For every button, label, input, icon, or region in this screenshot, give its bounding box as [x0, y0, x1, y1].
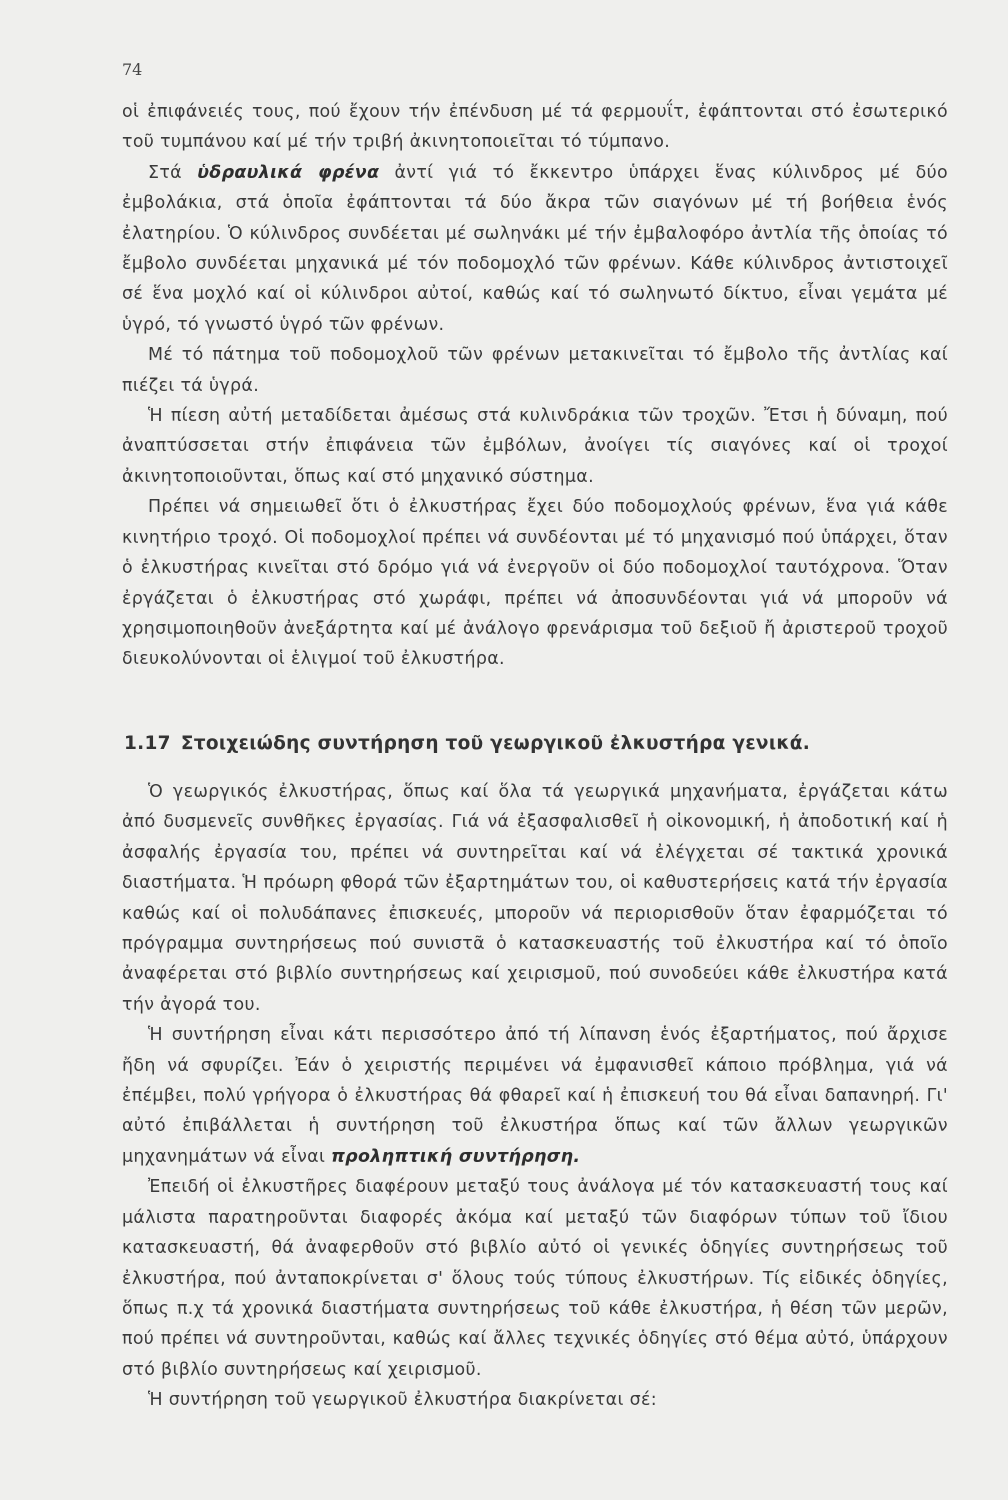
paragraph: Ἡ πίεση αὐτή μεταδίδεται ἀμέσως στά κυλινδράκια τῶν τροχῶν. Ἔτσι ἡ δύναμη, πού ἀναπτύσσεται στήν ἐπιφάνεια τῶν ἐμβόλων, ἀνοίγει τίς σιαγόνες καί οἱ τροχοί ἀκινητοποιοῦνται, ὅπως καί στό μηχανικό σύστημα. — [122, 406, 948, 487]
maintenance-text-block — [122, 777, 948, 1416]
section-heading — [124, 733, 944, 754]
paragraph: οἱ ἐπιφάνειές τους, πού ἔχουν τήν ἐπένδυση μέ τά φερμουΐτ, ἐφάπτονται στό ἐσωτερικό τοῦ τυμπάνου καί μέ τήν τριβή ἀκινητοποιεῖται τό τύμπανο. — [122, 102, 948, 153]
section-number: 1.17 — [124, 733, 171, 754]
text-run: ἀντί γιά τό ἔκκεντρο ὑπάρχει ἕνας κύλινδρος μέ δύο ἐμβολάκια, στά ὁποῖα ἐφάπτονται τά δύο ἄκρα τῶν σιαγόνων μέ τή βοήθεια ἑνός ἐλατηρίου. Ὁ κύλινδρος συνδέεται μέ σωληνάκι μέ τήν ἐμβαλοφόρο ἀντλία τῆς ὁποίας τό ἔμβολο συνδέεται μηχανικά μέ τόν ποδομοχλό τῶν φρένων. Κάθε κύλινδρος ἀντιστοιχεῖ σέ ἕνα μοχλό καί οἱ κύλινδροι αὐτοί, καθώς καί τό σωληνωτό δίκτυο, εἶναι γεμάτα μέ ὑγρό, τό γνωστό ὑγρό τῶν φρένων. — [122, 162, 948, 335]
section-title: Στοιχειώδης συντήρηση τοῦ γεωργικοῦ ἐλκυστήρα γενικά. — [180, 733, 811, 754]
text-run: Στά — [148, 162, 198, 183]
brakes-text-block — [122, 97, 948, 675]
paragraph-hydraulic-brakes — [122, 158, 948, 340]
paragraph: Μέ τό πάτημα τοῦ ποδομοχλοῦ τῶν φρένων μετακινεῖται τό ἔμβολο τῆς ἀντλίας καί πιέζει τά ὑγρά. — [122, 345, 948, 396]
paragraph: Ὁ γεωργικός ἐλκυστήρας, ὅπως καί ὅλα τά γεωργικά μηχανήματα, ἐργάζεται κάτω ἀπό δυσμενεῖς συνθῆκες ἐργασίας. Γιά νά ἐξασφαλισθεῖ ἡ οἰκονομική, ἡ ἀποδοτική καί ἡ ἀσφαλής ἐργασία του, πρέπει νά συντηρεῖται καί νά ἐλέγχεται σέ τακτικά χρονικά διαστήματα. Ἡ πρόωρη φθορά τῶν ἐξαρτημάτων του, οἱ καθυστερήσεις κατά τήν ἐργασία καθώς καί οἱ πολυδάπανες ἐπισκευές, μποροῦν νά περιορισθοῦν ὅταν ἐφαρμόζεται τό πρόγραμμα συντηρήσεως πού συνιστᾶ ὁ κατασκευαστής τοῦ ἐλκυστήρα καί τό ὁποῖο ἀναφέρεται στό βιβλίο συντηρήσεως καί χειρισμοῦ, πού συνοδεύει κάθε ἐλκυστήρα κατά τήν ἀγορά του. — [122, 782, 948, 1015]
emphasis-term: προληπτική συντήρηση. — [331, 1146, 581, 1167]
paragraph: Ἐπειδή οἱ ἐλκυστῆρες διαφέρουν μεταξύ τους ἀνάλογα μέ τόν κατασκευαστή τους καί μάλιστα παρατηροῦνται διαφορές ἀκόμα καί μεταξύ τῶν διαφόρων τύπων τοῦ ἴδιου κατασκευαστή, θά ἀναφερθοῦν στό βιβλίο αὐτό οἱ γενικές ὁδηγίες συντηρήσεως τοῦ ἐλκυστήρα, πού ἀνταποκρίνεται σ' ὅλους τούς τύπους ἐλκυστήρων. Τίς εἰδικές ὁδηγίες, ὅπως π.χ τά χρονικά διαστήματα συντηρήσεως τοῦ κάθε ἐλκυστήρα, ἡ θέση τῶν μερῶν, πού πρέπει νά συντηροῦνται, καθώς καί ἄλλες τεχνικές ὁδηγίες στό θέμα αὐτό, ὑπάρχουν στό βιβλίο συντηρήσεως καί χειρισμοῦ. — [122, 1177, 948, 1380]
paragraph-preventive — [122, 1020, 948, 1172]
emphasis-term: ὑδραυλικά φρένα — [197, 162, 380, 183]
text-run: Ἡ συντήρηση εἶναι κάτι περισσότερο ἀπό τή λίπανση ἑνός ἐξαρτήματος, πού ἄρχισε ἤδη νά σφυρίζει. Ἐάν ὁ χειριστής περιμένει νά ἐμφανισθεῖ κάποιο πρόβλημα, γιά νά ἐπέμβει, πολύ γρήγορα ὁ ἐλκυστήρας θά φθαρεῖ καί ἡ ἐπισκευή του θά εἶναι δαπανηρή. Γι' αὐτό ἐπιβάλλεται ἡ συντήρηση τοῦ ἐλκυστήρα ὅπως καί τῶν ἄλλων γεωργικῶν μηχανημάτων νά εἶναι — [122, 1025, 948, 1167]
page-number: 74 — [122, 60, 143, 79]
paragraph: Ἡ συντήρηση τοῦ γεωργικοῦ ἐλκυστήρα διακρίνεται σέ: — [148, 1390, 657, 1411]
paragraph: Πρέπει νά σημειωθεῖ ὅτι ὁ ἐλκυστήρας ἔχει δύο ποδομοχλούς φρένων, ἕνα γιά κάθε κινητήριο τροχό. Οἱ ποδομοχλοί πρέπει νά συνδέονται μέ τό μηχανισμό πού ὑπάρχει, ὅταν ὁ ἐλκυστήρας κινεῖται στό δρόμο γιά νά ἐνεργοῦν οἱ δύο ποδομοχλοί ταυτόχρονα. Ὅταν ἐργάζεται ὁ ἐλκυστήρας στό χωράφι, πρέπει νά ἀποσυνδέονται γιά νά μποροῦν νά χρησιμοποιηθοῦν ἀνεξάρτητα καί μέ ἀνάλογο φρενάρισμα τοῦ δεξιοῦ ἤ ἀριστεροῦ τροχοῦ διευκολύνονται οἱ ἑλιγμοί τοῦ ἐλκυστήρα. — [122, 497, 948, 670]
